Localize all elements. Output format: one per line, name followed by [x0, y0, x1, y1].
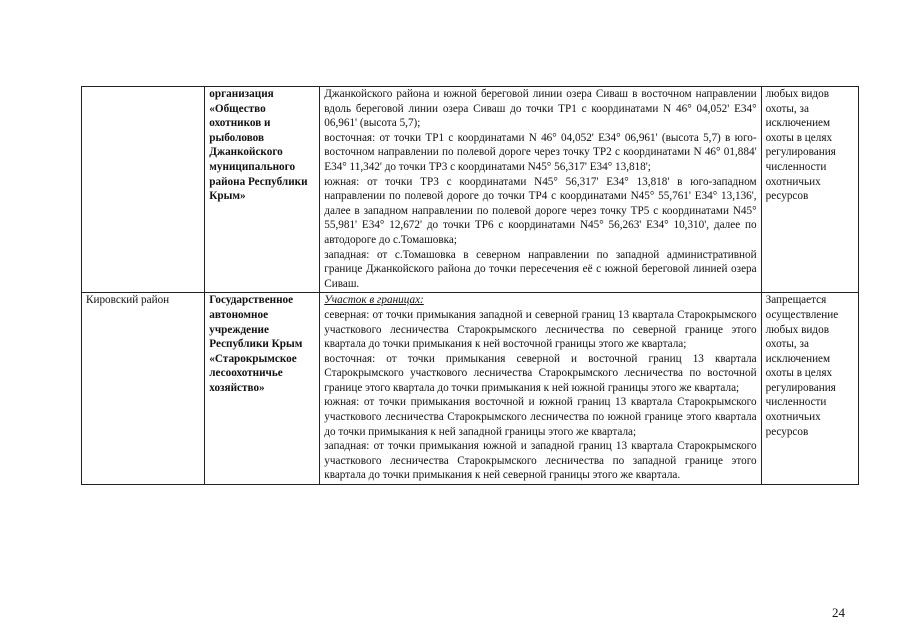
section-heading: Участок в границах: — [324, 294, 424, 307]
boundary-paragraph: восточная: от точки ТР1 с координатами N 46° 04,052' E34° 06,961' (высота 5,7) в юго-восточном направлении по полевой дороге через точку ТР2 с координатами N 46° 01,884' E34° 11,342' до точки ТР3 с координатами N45° 56,317' E34° 13,818'; — [324, 131, 757, 173]
boundary-paragraph: западная: от точки примыкания южной и западной границ 13 квартала Старокрымского участкового лесничества Старокрымского лесничества по западной границе этого квартала до точки примыкания к ней северной границы этого же квартала. — [324, 440, 757, 482]
boundary-description-cell — [320, 87, 761, 293]
restriction-cell: Запрещается осуществление любых видов охоты, за исключением охоты в целях регулирования численности охотничьих ресурсов — [761, 293, 858, 485]
table-row — [82, 293, 859, 485]
district-cell: Кировский район — [82, 293, 205, 485]
organization-cell: организация «Общество охотников и рыболовов Джанкойского муниципального района Республики Крым» — [205, 87, 320, 293]
page-number: 24 — [832, 605, 845, 620]
restriction-cell: любых видов охоты, за исключением охоты в целях регулирования численности охотничьих ресурсов — [761, 87, 858, 293]
boundary-paragraph: восточная: от точки примыкания северной и восточной границ 13 квартала Старокрымского участкового лесничества Старокрымского лесничества по восточной границе этого квартала до точки примыкания к ней южной границы этого же квартала; — [324, 352, 757, 394]
table-row — [82, 87, 859, 293]
organization-cell: Государственное автономное учреждение Республики Крым «Старокрымское лесоохотничье хозяйство» — [205, 293, 320, 485]
boundary-paragraph: Джанкойского района и южной береговой линии озера Сиваш в восточном направлении вдоль береговой линии озера Сиваш до точки ТР1 с координатами N 46° 04,052' E34° 06,961' (высота 5,7); — [324, 88, 757, 130]
boundary-paragraph: южная: от точки примыкания восточной и южной границ 13 квартала Старокрымского участкового лесничества Старокрымского лесничества по южной границе этого квартала до точки примыкания к ней западной границы этого же квартала; — [324, 396, 757, 438]
document-table — [81, 86, 859, 485]
boundary-description-cell — [320, 293, 761, 485]
boundary-paragraph: северная: от точки примыкания западной и северной границ 13 квартала Старокрымского участкового лесничества Старокрымского лесничества по северной границе этого квартала до точки примыкания к ней восточной границы этого же квартала; — [324, 308, 757, 351]
district-cell — [82, 87, 205, 293]
boundary-paragraph: западная: от с.Томашовка в северном направлении по западной административной границе Джанкойского района до точки пересечения её с южной береговой линией озера Сиваш. — [324, 248, 757, 290]
boundary-paragraph: южная: от точки ТР3 с координатами N45° 56,317' E34° 13,818' в юго-западном направлении по полевой дороге до точки ТР4 с координатами N45° 55,761' E34° 13,136', далее в западном направлении по полевой дороге через точку ТР5 с координатами N45° 55,981' E34° 12,672' до точки ТР6 с координатами N45° 56,263' E34° 10,310', далее по автодороге до с.Томашовка; — [324, 175, 757, 246]
